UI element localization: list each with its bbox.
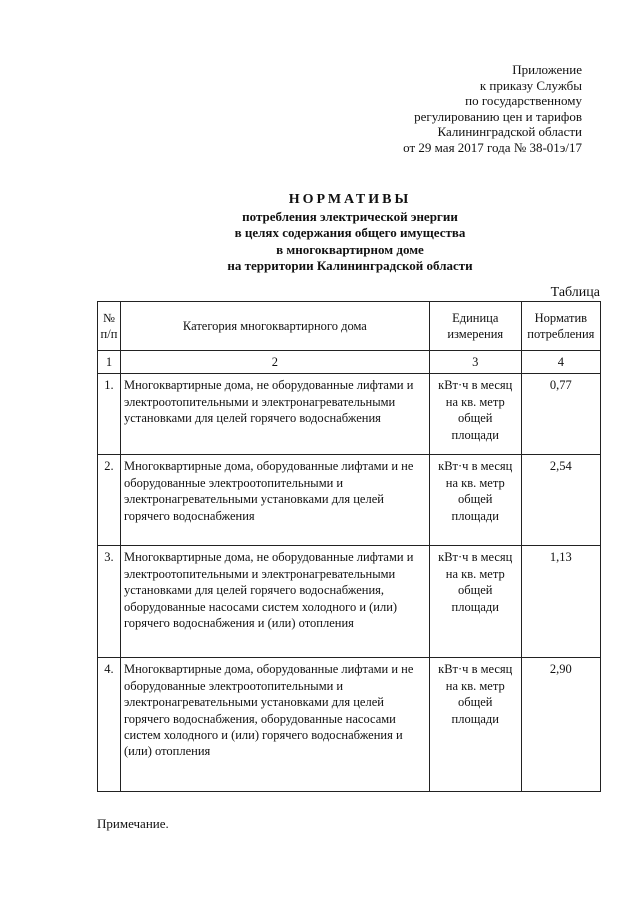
appendix-line: от 29 мая 2017 года № 38-01э/17: [403, 139, 582, 155]
column-number: 2: [120, 351, 429, 374]
row-value: 1,13: [521, 546, 600, 658]
row-category: Многоквартирные дома, оборудованные лифтами и не оборудованные электроотопительными и электронагревательными установками для целей горячего водоснабжения: [120, 455, 429, 546]
table-label: Таблица: [550, 285, 600, 300]
table-row: [98, 455, 601, 546]
column-number-row: [98, 351, 601, 374]
title-line: в многоквартирном доме: [276, 241, 424, 257]
row-value: 2,54: [521, 455, 600, 546]
note: Примечание.: [97, 816, 169, 831]
row-number: 2.: [98, 455, 121, 546]
row-unit: кВт·ч в месяц на кв. метр общей площади: [429, 546, 521, 658]
row-number: 1.: [98, 374, 121, 455]
row-number: 3.: [98, 546, 121, 658]
header-unit: Единица измерения: [429, 302, 521, 351]
row-value: 2,90: [521, 658, 600, 792]
row-unit: кВт·ч в месяц на кв. метр общей площади: [429, 374, 521, 455]
table-row: [98, 658, 601, 792]
row-category: Многоквартирные дома, оборудованные лифтами и не оборудованные электроотопительными и электронагревательными установками для целей горячего водоснабжения, оборудованные насосами систем холодного и (или) горячего водоснабжения и (или) отопления: [120, 658, 429, 792]
appendix-line: по государственному: [465, 93, 582, 109]
appendix-line: Калининградской области: [437, 124, 582, 140]
norms-table: [97, 301, 601, 792]
header-norm: Норматив потребления: [521, 302, 600, 351]
column-number: 4: [521, 351, 600, 374]
appendix-header: [322, 62, 582, 156]
appendix-line: Приложение: [512, 62, 582, 77]
row-unit: кВт·ч в месяц на кв. метр общей площади: [429, 658, 521, 792]
header-category: Категория многоквартирного дома: [120, 302, 429, 351]
row-category: Многоквартирные дома, не оборудованные лифтами и электроотопительными и электронагревательными установками для целей горячего водоснабжения: [120, 374, 429, 455]
column-number: 3: [429, 351, 521, 374]
appendix-line: к приказу Службы: [479, 77, 582, 93]
title-line: в целях содержания общего имущества: [234, 225, 466, 241]
header-num: № п/п: [98, 302, 121, 351]
table-row: [98, 374, 601, 455]
column-number: 1: [98, 351, 121, 374]
table-header-row: [98, 302, 601, 351]
title-main: НОРМАТИВЫ: [288, 192, 412, 207]
title-line: на территории Калининградской области: [227, 258, 473, 274]
appendix-line: регулированию цен и тарифов: [414, 108, 582, 124]
title-line: потребления электрической энергии: [242, 208, 458, 224]
row-number: 4.: [98, 658, 121, 792]
row-category: Многоквартирные дома, не оборудованные лифтами и электроотопительными и электронагревательными установками для целей горячего водоснабжения, оборудованные насосами систем холодного и (или) горячего водоснабжения и (или) отопления: [120, 546, 429, 658]
row-unit: кВт·ч в месяц на кв. метр общей площади: [429, 455, 521, 546]
row-value: 0,77: [521, 374, 600, 455]
document-title: [0, 192, 640, 275]
table-row: [98, 546, 601, 658]
